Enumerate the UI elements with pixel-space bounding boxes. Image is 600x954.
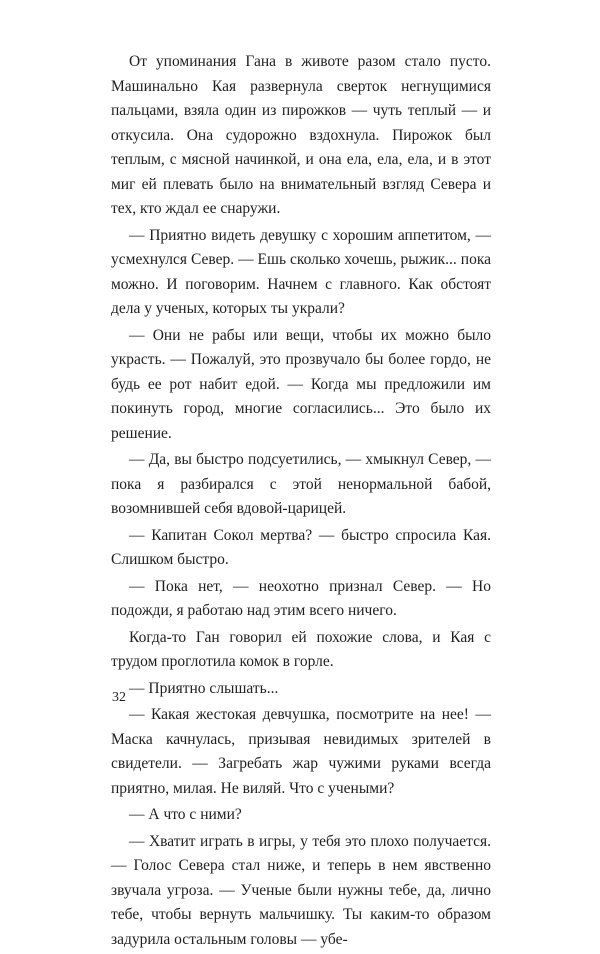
paragraph-4: — Да, вы быстро подсуетились, — хмыкнул Север, — пока я разбирался с этой ненормальной бабой, возомнившей себя вдовой-царицей. [111, 451, 491, 517]
body-text [111, 50, 491, 954]
paragraph-2: — Приятно видеть девушку с хорошим аппетитом, — усмехнулся Север. — Ешь сколько хочешь, рыжик... пока можно. И поговорим. Начнем с главного. Как обстоят дела у ученых, которых ты украли? [111, 226, 491, 317]
paragraph-7: Когда-то Ган говорил ей похожие слова, и Кая с трудом проглотила комок в горле. [111, 628, 491, 670]
paragraph-6: — Пока нет, — неохотно признал Север. — Но подожди, я работаю над этим всего ничего. [111, 577, 491, 619]
paragraph-5: — Капитан Сокол мертва? — быстро спросила Кая. Слишком быстро. [111, 526, 491, 568]
page-number: 32 [112, 690, 126, 705]
paragraph-3: — Они не рабы или вещи, чтобы их можно было украсть. — Пожалуй, это прозвучало бы более гордо, не будь ее рот набит едой. — Когда мы предложили им покинуть город, многие согласились... Это было их решение. [111, 326, 491, 442]
paragraph-9: — Какая жестокая девчушка, посмотрите на нее! — Маска качнулась, призывая невидимых зрителей в свидетели. — Загребать жар чужими руками всегда приятно, милая. Не виляй. Что с учеными? [111, 706, 491, 797]
paragraph-10: — А что с ними? [129, 806, 242, 823]
paragraph-8: — Приятно слышать... [129, 679, 279, 697]
paragraph-1: От упоминания Гана в животе разом стало пусто. Машинально Кая развернула сверток негнущимися пальцами, взяла один из пирожков — чуть теплый — и откусила. Она судорожно вздохнула. Пирожок был теплым, с мясной начинкой, и она ела, ела, ела, и в этот миг ей плевать было на внимательный взгляд Севера и тех, кто ждал ее снаружи. [111, 53, 491, 217]
paragraph-11: — Хватит играть в игры, у тебя это плохо получается. — Голос Севера стал ниже, и теперь в нем явственно звучала угроза. — Ученые были нужны тебе, да, лично тебе, чтобы вернуть мальчишку. Ты каким-то образом задурила остальным головы — убе- [111, 832, 491, 948]
